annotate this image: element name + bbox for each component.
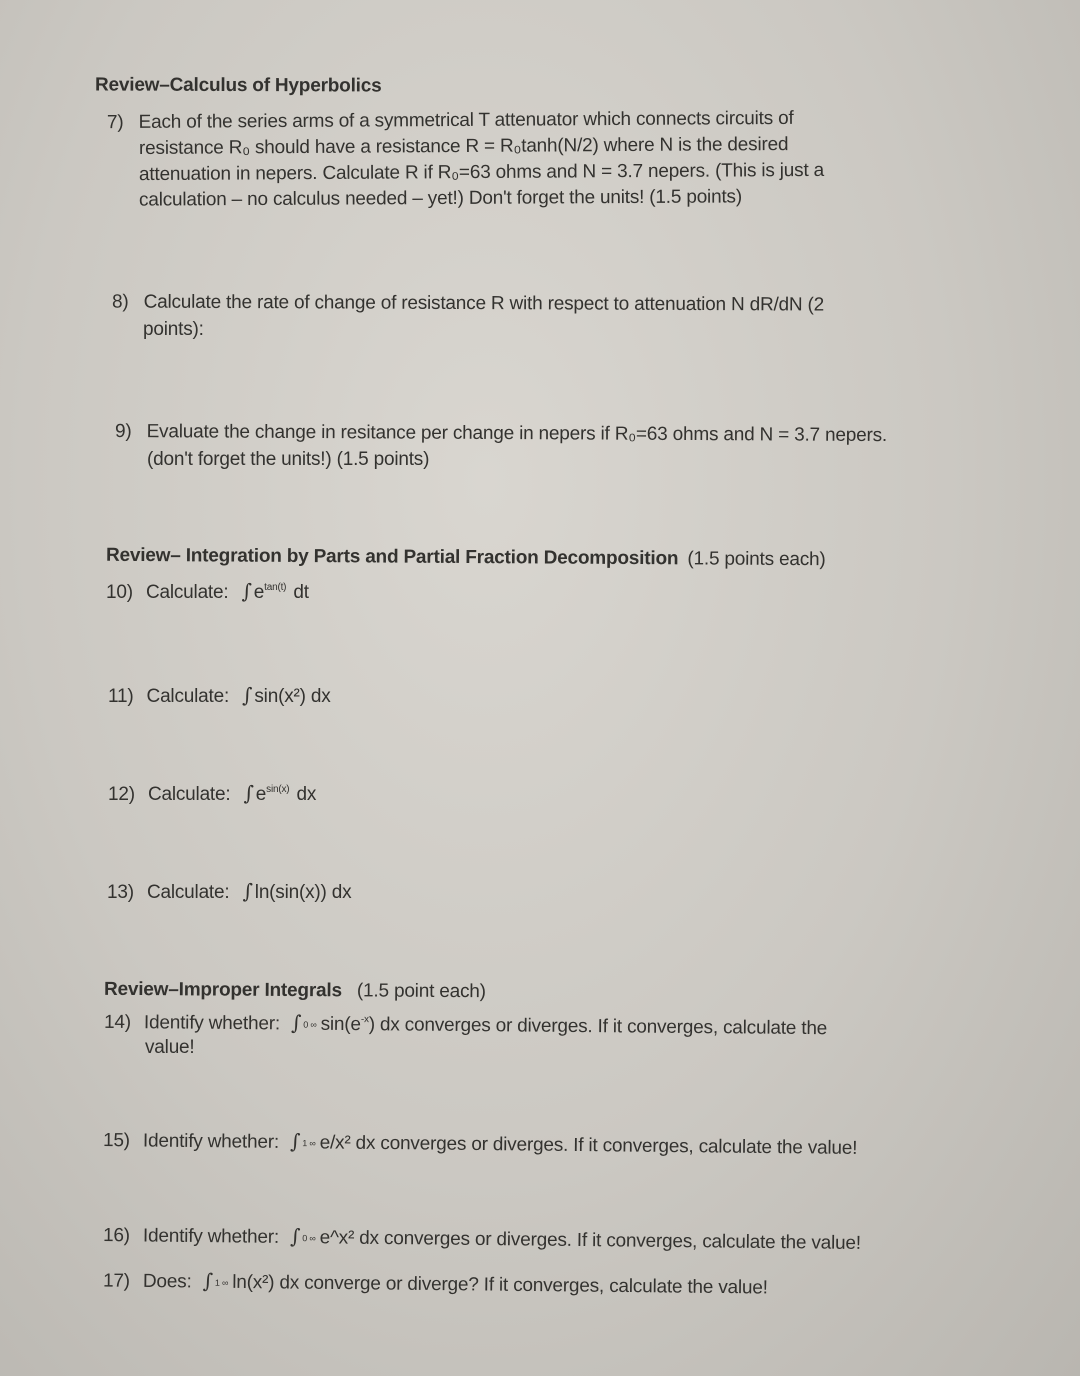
problem-13 (107, 881, 351, 902)
problem-11-number: 11) (108, 686, 134, 707)
problem-7-text: Each of the series arms of a symmetrical T attenuator which connects circuits of (138, 107, 794, 133)
problem-15 (103, 1129, 858, 1158)
problem-9-text: Evaluate the change in resitance per change in nepers if R₀=63 ohms and N = 3.7 nepers. (146, 421, 888, 447)
problem-14-lead: Identify whether: (143, 1012, 281, 1035)
problem-7-line-3: attenuation in nepers. Calculate R if R₀=63 ohms and N = 3.7 nepers. (This is just a (138, 159, 825, 186)
problem-11-integrand: sin(x²) dx (254, 686, 331, 707)
problem-15-lead: Identify whether: (142, 1130, 280, 1153)
integral-sign-icon: ∫ (242, 879, 253, 903)
section-heading-improper-points: (1.5 point each) (356, 980, 486, 1003)
problem-17-integrand: ln(x²) dx converge or diverge? If it converges, calculate the value! (232, 1271, 768, 1299)
problem-13-integrand: ln(sin(x)) dx (254, 882, 352, 903)
problem-14-line-1 (104, 1011, 827, 1038)
problem-16-lead: Identify whether: (142, 1225, 280, 1248)
integral-sign-icon: ∫ (290, 1010, 302, 1035)
problem-12-integrand: e (255, 784, 267, 805)
problem-16 (103, 1224, 861, 1253)
problem-14-tail: ) dx converges or diverges. If it converges, calculate the (368, 1014, 828, 1040)
problem-16-integrand: e^x² dx converges or diverges. If it converges, calculate the value! (319, 1227, 862, 1254)
problem-7-line-2: resistance R₀ should have a resistance R = R₀tanh(N/2) where N is the desired (138, 134, 789, 159)
problem-10-number: 10) (106, 582, 133, 603)
problem-13-label: Calculate: (146, 882, 230, 903)
section-heading-hyperbolics: Review–Calculus of Hyperbolics (94, 74, 382, 97)
section-heading-integration-title: Review– Integration by Parts and Partial Fraction Decomposition (105, 544, 679, 570)
problem-14-limits: 0 ∞ (303, 1019, 317, 1030)
problem-14-number: 14) (103, 1011, 131, 1034)
integral-sign-icon: ∫ (289, 1223, 301, 1249)
problem-9-line-2: (don't forget the units!) (1.5 points) (147, 449, 430, 470)
problem-10-integrand: e (253, 582, 265, 603)
problem-12-label: Calculate: (147, 784, 231, 805)
problem-17-number: 17) (102, 1270, 130, 1292)
integral-sign-icon: ∫ (241, 579, 252, 603)
problem-14-integrand: sin(e (320, 1013, 361, 1036)
problem-17-lead: Does: (142, 1270, 192, 1293)
problem-11-label: Calculate: (146, 686, 230, 707)
problem-15-number: 15) (102, 1130, 130, 1152)
integral-sign-icon: ∫ (242, 683, 253, 707)
problem-17 (103, 1270, 768, 1298)
section-heading-improper-title: Review–Improper Integrals (103, 978, 342, 1002)
problem-16-number: 16) (102, 1225, 130, 1247)
problem-8-number: 8) (111, 291, 129, 313)
problem-8-line-1 (112, 292, 824, 314)
problem-13-number: 13) (107, 882, 134, 903)
problem-15-integrand: e/x² dx converges or diverges. If it converges, calculate the value! (319, 1132, 858, 1159)
problem-9-number: 9) (114, 420, 132, 443)
problem-7-line-1 (107, 109, 794, 132)
problem-9-line-1 (115, 422, 887, 445)
section-heading-integration (106, 546, 826, 569)
section-heading-integration-points: (1.5 points each) (687, 548, 826, 571)
problem-10 (106, 581, 309, 602)
problem-15-limits: 1 ∞ (302, 1138, 316, 1149)
problem-11 (108, 685, 331, 706)
problem-7-line-4: calculation – no calculus needed – yet!) Don't forget the units! (1.5 points) (138, 186, 742, 211)
problem-10-exponent: tan(t) (264, 582, 287, 593)
problem-12-exponent: sin(x) (266, 784, 290, 795)
integral-sign-icon: ∫ (289, 1129, 301, 1154)
problem-8-line-2: points): (143, 319, 204, 340)
problem-14-exponent: -x (360, 1014, 369, 1026)
problem-10-label: Calculate: (145, 582, 229, 603)
integral-sign-icon: ∫ (202, 1268, 214, 1293)
problem-10-differential: dt (293, 582, 309, 603)
problem-16-limits: 0 ∞ (302, 1233, 316, 1244)
section-heading-improper (104, 980, 486, 1001)
problem-14-line-2: value! (145, 1037, 195, 1058)
problem-7-number: 7) (106, 111, 124, 134)
problem-17-limits: 1 ∞ (214, 1277, 229, 1288)
integral-sign-icon: ∫ (243, 781, 254, 805)
problem-12-differential: dx (296, 784, 317, 805)
problem-8-text: Calculate the rate of change of resistance R with respect to attenuation N dR/dN (2 (143, 291, 825, 316)
problem-12-number: 12) (108, 784, 135, 805)
problem-12 (108, 783, 316, 804)
